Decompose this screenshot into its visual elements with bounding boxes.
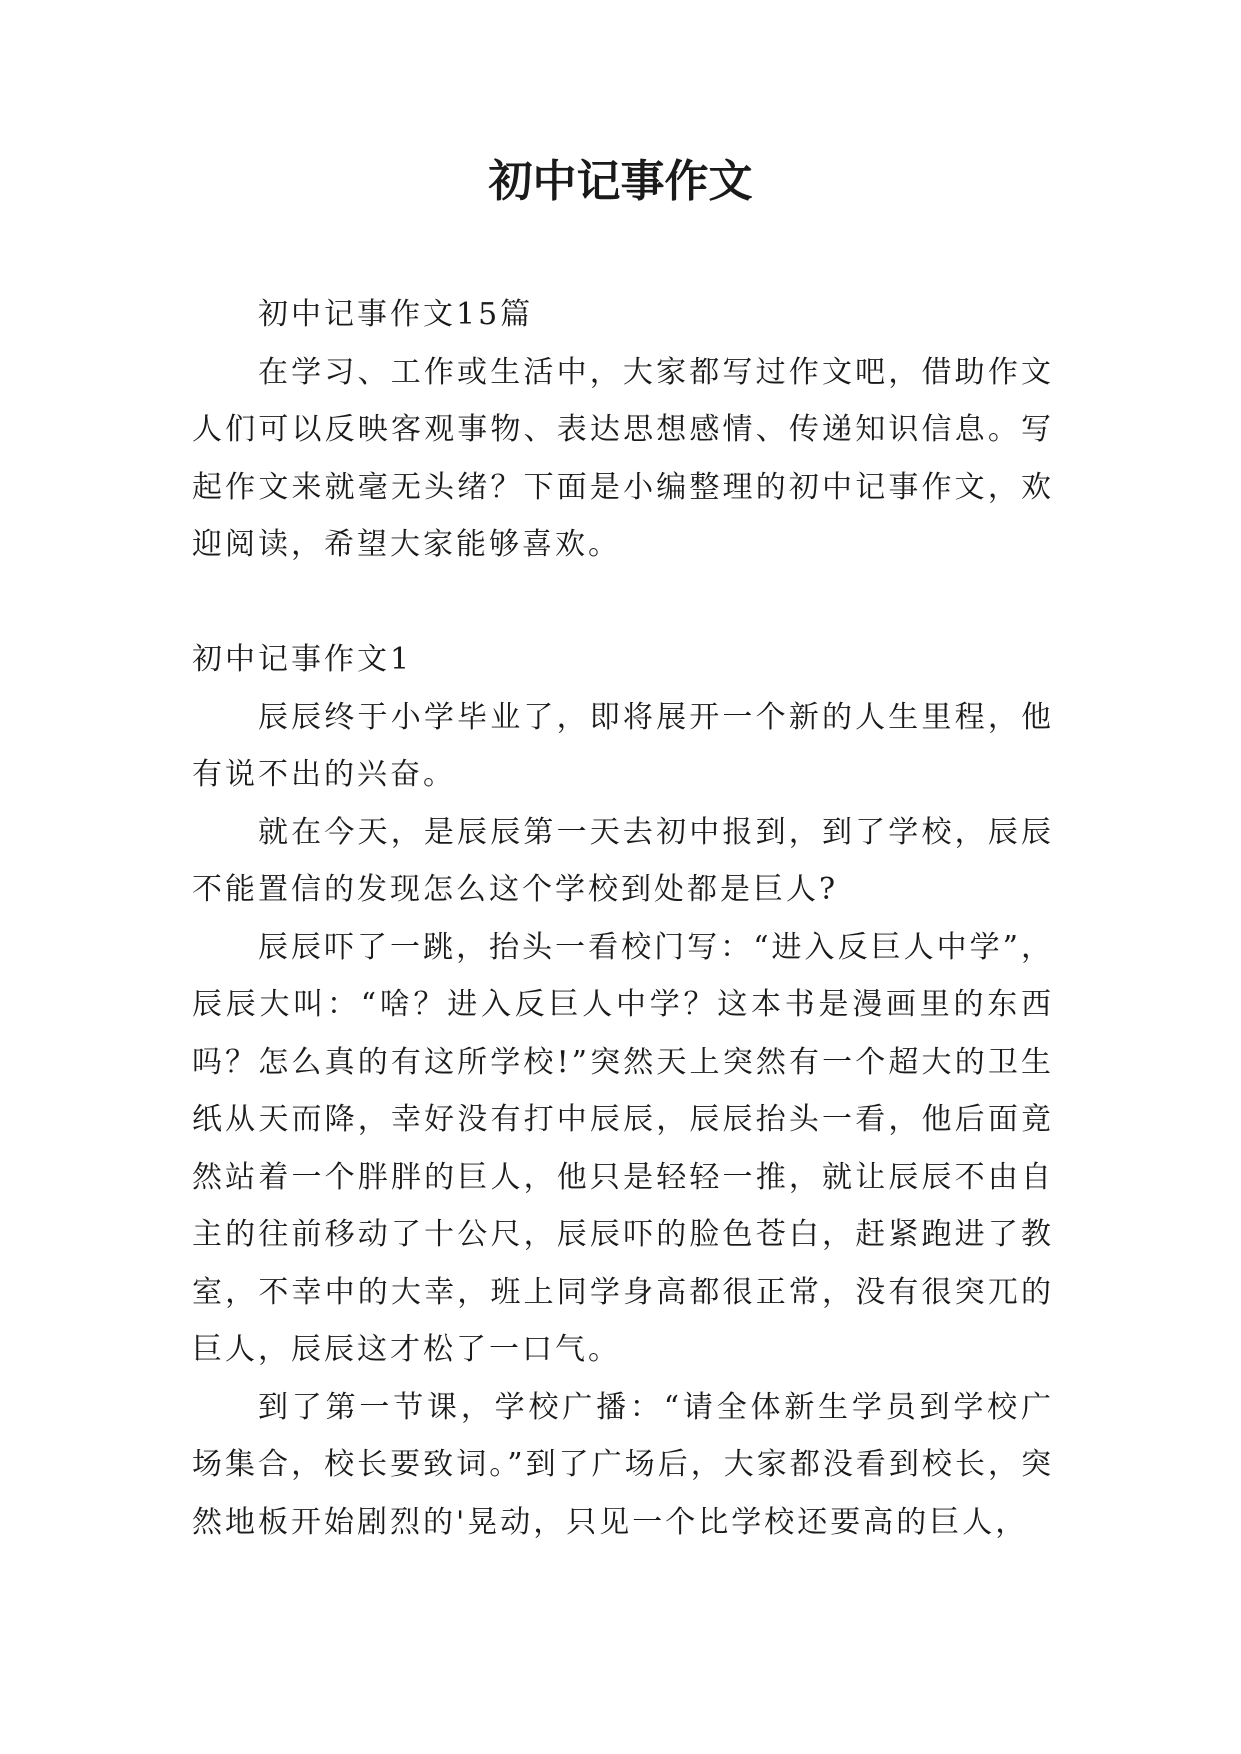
story-paragraph: 辰辰吓了一跳，抬头一看校门写：“进入反巨人中学”，辰辰大叫：“啥？进入反巨人中学？这本书是漫画里的东西吗？怎么真的有这所学校!”突然天上突然有一个超大的卫生纸从天而降，幸好没有打中辰辰，辰辰抬头一看，他后面竟然站着一个胖胖的巨人，他只是轻轻一推，就让辰辰不由自主的往前移动了十公尺，辰辰吓的脸色苍白，赶紧跑进了教室，不幸中的大幸，班上同学身高都很正常，没有很突兀的巨人，辰辰这才松了一口气。 <box>192 929 1054 1367</box>
document-body <box>192 286 1054 1551</box>
story-paragraph: 辰辰终于小学毕业了，即将展开一个新的人生里程，他有说不出的兴奋。 <box>192 699 1054 792</box>
document-title: 初中记事作文 <box>488 156 753 207</box>
section-heading: 初中记事作文1 <box>192 642 413 677</box>
intro-paragraph: 在学习、工作或生活中，大家都写过作文吧，借助作文人们可以反映客观事物、表达思想感情、传递知识信息。写起作文来就毫无头绪？下面是小编整理的初中记事作文，欢迎阅读，希望大家能够喜欢。 <box>192 354 1054 562</box>
section-spacer <box>192 574 1054 632</box>
story-paragraph: 到了第一节课，学校广播：“请全体新生学员到学校广场集合，校长要致词。”到了广场后，大家都没看到校长，突然地板开始剧烈的'晃动，只见一个比学校还要高的巨人， <box>192 1389 1054 1540</box>
story-paragraph: 就在今天，是辰辰第一天去初中报到，到了学校，辰辰不能置信的发现怎么这个学校到处都是巨人? <box>192 814 1054 907</box>
document-subtitle: 初中记事作文15篇 <box>258 297 534 332</box>
